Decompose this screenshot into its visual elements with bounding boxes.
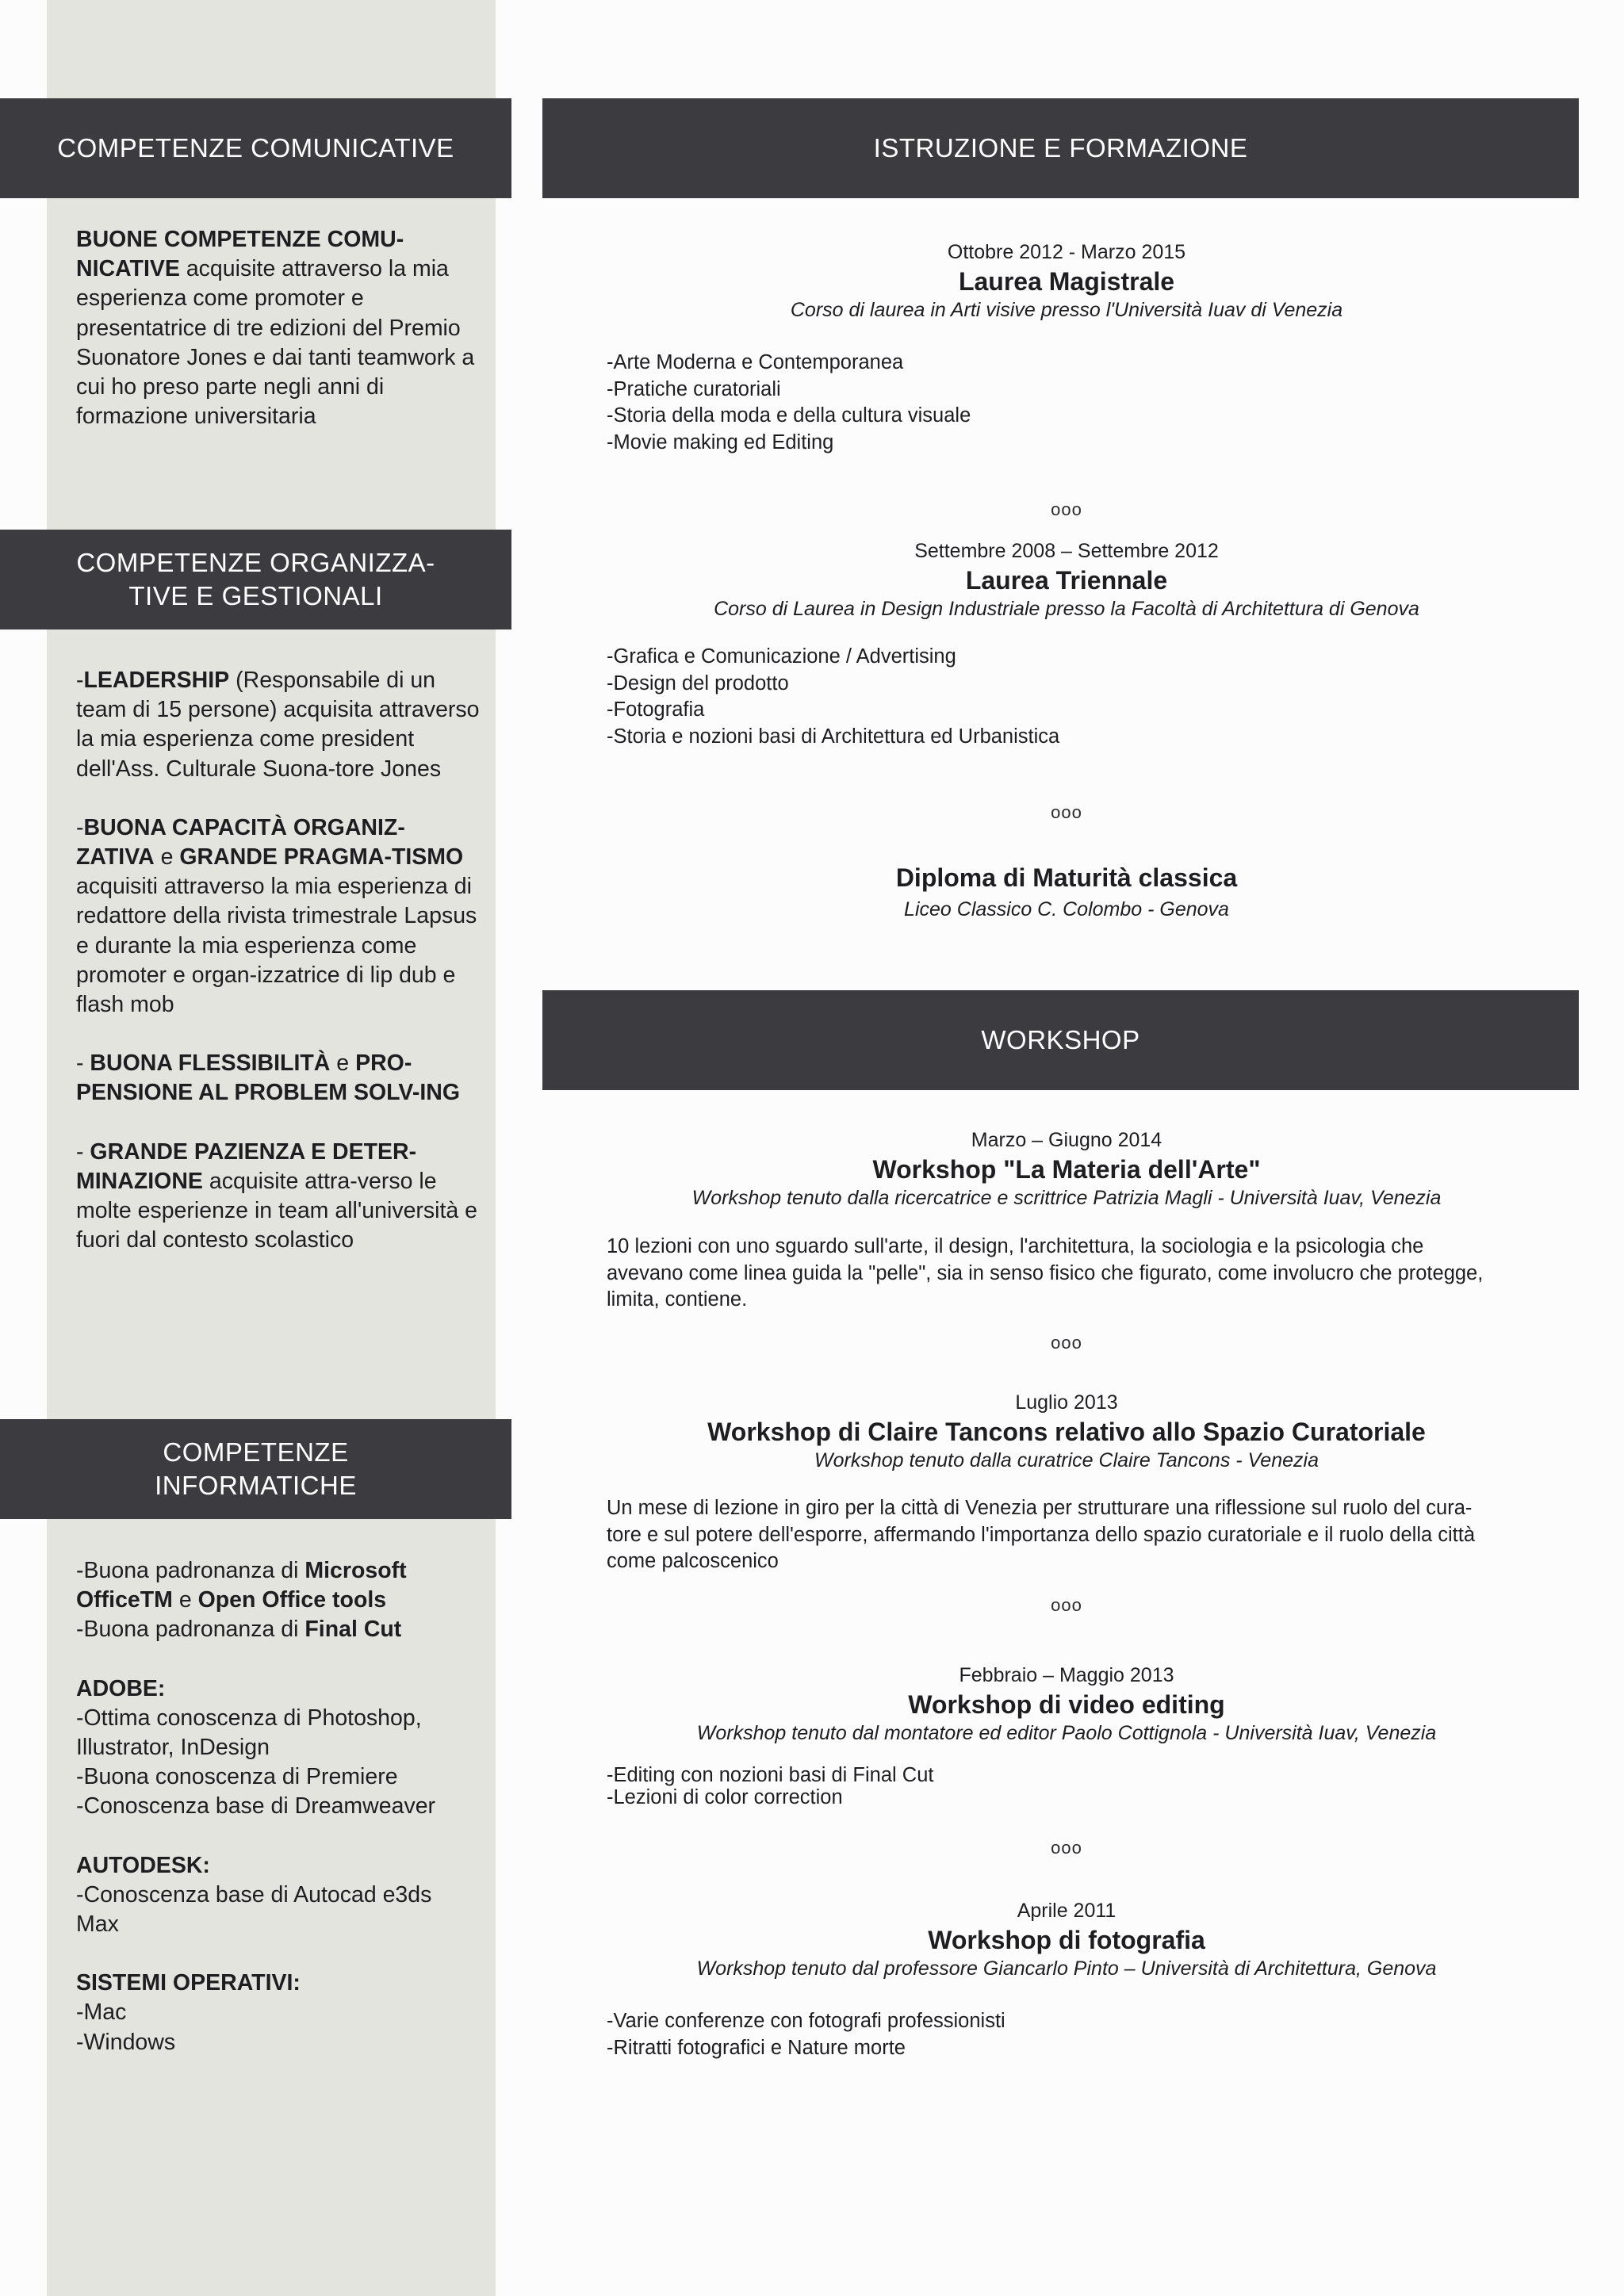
- workshop-entry: [542, 1662, 1591, 1746]
- communicative-desc: acquisite attraverso la mia esperienza come promoter e presentatrice di tre edizioni del Premio Suonatore Jones e dai tanti teamwork a cui ho preso parte negli anni di formazione universitaria: [76, 256, 475, 430]
- it-heading-text: COMPETENZE INFORMATICHE: [155, 1437, 357, 1500]
- entry-subtitle: Corso di Laurea in Design Industriale presso la Facoltà di Architettura di Genova: [714, 598, 1419, 620]
- entry-date: Settembre 2008 – Settembre 2012: [914, 540, 1219, 562]
- entry-subtitle: Workshop tenuto dalla ricercatrice e scrittrice Patrizia Magli - Università Iuav, Venezia: [691, 1187, 1442, 1209]
- skill-item: -BUONA CAPACITÀ ORGANIZ-ZATIVA e GRANDE PRAGMA-TISMO acquisiti attraverso la mia esperienza di redattore della rivista trimestrale Lapsus e durante la mia esperienza come promoter e organ-izzatrice di lip dub e flash mob: [76, 814, 477, 1018]
- communicative-skills-text: [76, 225, 481, 461]
- entry-subtitle: Workshop tenuto dal montatore ed editor Paolo Cottignola - Università Iuav, Venezia: [696, 1722, 1437, 1744]
- education-entry: [542, 538, 1591, 622]
- autodesk-heading: AUTODESK:: [76, 1852, 210, 1878]
- os-heading: SISTEMI OPERATIVI:: [76, 1970, 301, 1996]
- workshop-heading: [542, 990, 1579, 1090]
- entry-date: Ottobre 2012 - Marzo 2015: [947, 241, 1186, 263]
- it-skills-text: -Buona padronanza di Microsoft OfficeTM e Open Office tools -Buona padronanza di Final Cut ADOBE: -Ottima conoscenza di Photoshop, Illustrator, InDesign -Buona conoscenza di Premiere -Conoscenza base di Dreamweaver AUTODESK: -Conoscenza base di Autocad e3ds Max SISTEMI OPERATIVI: -Mac -Windows: [76, 1558, 436, 2055]
- organizational-skills-heading: [0, 530, 511, 629]
- entry-subtitle: Corso di laurea in Arti visive presso l'Università Iuav di Venezia: [790, 299, 1343, 321]
- entry-subtitle: Workshop tenuto dalla curatrice Claire Tancons - Venezia: [814, 1449, 1319, 1471]
- separator-dots: ooo: [1051, 1595, 1082, 1615]
- education-entry: [542, 862, 1591, 922]
- adobe-heading: ADOBE:: [76, 1675, 166, 1701]
- skill-item: - GRANDE PAZIENZA E DETER-MINAZIONE acquisite attra-verso le molte esperienze in team all'università e fuori dal contesto scolastico: [76, 1138, 478, 1253]
- skill-item: -LEADERSHIP (Responsabile di un team di 15 persone) acquisita attraverso la mia esperienza come president dell'Ass. Culturale Suona-tore Jones: [76, 668, 480, 782]
- entry-date: Aprile 2011: [1017, 1900, 1116, 1922]
- organizational-skills-text: [76, 666, 481, 1284]
- workshop-heading-text: WORKSHOP: [981, 1025, 1140, 1054]
- separator-dots: ooo: [1051, 1333, 1082, 1353]
- entry-title: Diploma di Maturità classica: [895, 863, 1238, 892]
- communicative-heading-text: COMPETENZE COMUNICATIVE: [57, 133, 454, 163]
- entry-details: 10 lezioni con uno sguardo sull'arte, il design, l'architettura, la sociologia e la psicologia che avevano come linea guida la "pelle", sia in senso fisico che figurato, come involucro che protegge, limita, contiene.: [607, 1235, 1484, 1311]
- entry-title: Workshop di video editing: [908, 1690, 1225, 1719]
- organizational-heading-text: COMPETENZE ORGANIZZA-TIVE E GESTIONALI: [76, 548, 435, 610]
- entry-details: Un mese di lezione in giro per la città di Venezia per strutturare una riflessione sul ruolo del cura- tore e sul potere dell'esporre, affermando l'importanza dello spazio curatoriale e il ruolo della città come palcoscenico: [607, 1497, 1476, 1572]
- entry-date: Febbraio – Maggio 2013: [959, 1664, 1174, 1686]
- education-heading-text: ISTRUZIONE E FORMAZIONE: [873, 133, 1248, 163]
- entry-title: Workshop di Claire Tancons relativo allo Spazio Curatoriale: [707, 1418, 1426, 1446]
- separator-dots: ooo: [1051, 802, 1082, 822]
- entry-title: Laurea Magistrale: [958, 267, 1175, 296]
- entry-title: Workshop di fotografia: [928, 1926, 1205, 1954]
- workshop-entry: [542, 1127, 1591, 1211]
- separator-dots: ooo: [1051, 1838, 1082, 1858]
- entry-details: -Grafica e Comunicazione / Advertising -Design del prodotto -Fotografia -Storia e nozioni basi di Architettura ed Urbanistica: [607, 645, 1060, 748]
- workshop-entry: [542, 1389, 1591, 1473]
- entry-details: -Varie conferenze con fotografi professionisti -Ritratti fotografici e Nature morte: [607, 2010, 1005, 2059]
- communicative-lead: BUONE COMPETENZE COMU-NICATIVE: [76, 227, 404, 282]
- communicative-skills-heading: [0, 98, 511, 198]
- skill-item: - BUONA FLESSIBILITÀ e PRO-PENSIONE AL PROBLEM SOLV-ING: [76, 1050, 461, 1106]
- separator-dots: ooo: [1051, 499, 1082, 519]
- entry-details: -Arte Moderna e Contemporanea -Pratiche curatoriali -Storia della moda e della cultura visuale -Movie making ed Editing: [607, 351, 971, 453]
- entry-date: Luglio 2013: [1015, 1391, 1118, 1414]
- entry-date: Marzo – Giugno 2014: [971, 1129, 1162, 1151]
- entry-details: -Editing con nozioni basi di Final Cut -Lezioni di color correction: [607, 1764, 934, 1808]
- workshop-entry: [542, 1897, 1591, 1981]
- entry-subtitle: Liceo Classico C. Colombo - Genova: [904, 898, 1229, 920]
- it-skills-heading: [0, 1419, 511, 1519]
- entry-title: Laurea Triennale: [965, 566, 1168, 595]
- entry-subtitle: Workshop tenuto dal professore Giancarlo Pinto – Università di Architettura, Genova: [696, 1957, 1437, 1980]
- entry-title: Workshop "La Materia dell'Arte": [872, 1155, 1261, 1184]
- education-heading: [542, 98, 1579, 198]
- education-entry: [542, 239, 1591, 323]
